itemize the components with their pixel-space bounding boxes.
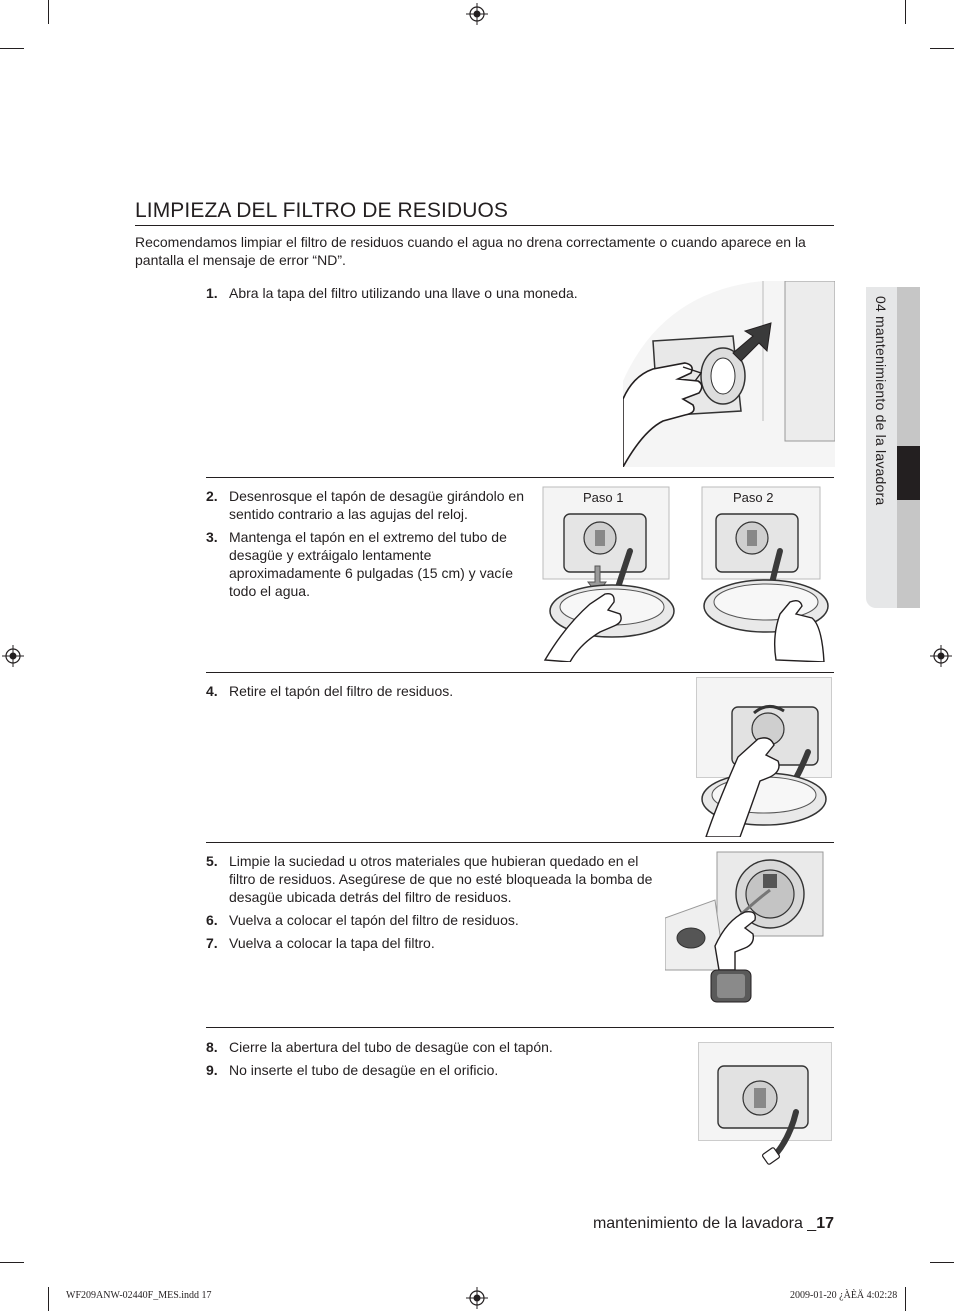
- registration-mark-icon: [466, 3, 488, 25]
- step-list: [206, 487, 528, 605]
- crop-mark: [905, 0, 906, 24]
- crop-mark: [0, 1262, 24, 1263]
- step-item: [206, 1038, 666, 1056]
- crop-mark: [930, 48, 954, 49]
- step-list: [206, 284, 606, 307]
- step-text: Cierre la abertura del tubo de desagüe con el tapón.: [229, 1039, 553, 1055]
- step-item: [206, 852, 666, 906]
- paso1-label: Paso 1: [583, 490, 624, 505]
- step-list: [206, 682, 676, 705]
- step-item: [206, 528, 528, 600]
- crop-mark: [930, 1262, 954, 1263]
- step-text: No inserte el tubo de desagüe en el orificio.: [229, 1062, 499, 1078]
- section-title: LIMPIEZA DEL FILTRO DE RESIDUOS: [135, 199, 509, 222]
- step-divider: [206, 842, 834, 843]
- remove-filter-cap-illustration: [696, 677, 832, 837]
- step-text: Vuelva a colocar el tapón del filtro de residuos.: [229, 912, 519, 928]
- step-text: Retire el tapón del filtro de residuos.: [229, 683, 454, 699]
- step-item: [206, 682, 676, 700]
- intro-paragraph: Recomendamos limpiar el filtro de residuos cuando el agua no drena correctamente o cuando aparece en la pantalla el mensaje de error “ND”.: [135, 234, 806, 268]
- step-number: 5.: [206, 853, 218, 869]
- step-divider: [206, 1027, 834, 1028]
- crop-mark: [48, 1287, 49, 1311]
- paso2-label: Paso 2: [733, 490, 774, 505]
- page-number: 17: [816, 1215, 834, 1232]
- step-text: Desenrosque el tapón de desagüe girándolo en sentido contrario a las agujas del reloj.: [229, 488, 525, 522]
- registration-mark-icon: [930, 645, 952, 667]
- print-slug-file: WF209ANW-02440F_MES.indd 17: [66, 1290, 212, 1301]
- step-divider: [206, 477, 834, 478]
- step-number: 7.: [206, 935, 218, 951]
- crop-mark: [0, 48, 24, 49]
- step-text: Vuelva a colocar la tapa del filtro.: [229, 935, 435, 951]
- step-number: 3.: [206, 529, 218, 545]
- step-divider: [206, 672, 834, 673]
- side-tab-label: 04 mantenimiento de la lavadora: [873, 296, 889, 506]
- step-item: [206, 1061, 666, 1079]
- title-divider: [135, 225, 834, 226]
- step-list: [206, 1038, 666, 1084]
- step-text: Mantenga el tapón en el extremo del tubo de desagüe y extráigalo lentamente aproximadamente 6 pulgadas (15 cm) y vacíe todo el agua.: [229, 529, 514, 599]
- step-item: [206, 487, 528, 523]
- drain-hose-steps-illustration: [540, 486, 832, 662]
- registration-mark-icon: [2, 645, 24, 667]
- step-item: [206, 934, 666, 952]
- registration-mark-icon: [466, 1287, 488, 1309]
- open-filter-cover-illustration: [623, 281, 835, 467]
- step-item: [206, 911, 666, 929]
- clean-filter-illustration: [665, 850, 833, 1005]
- step-item: [206, 284, 606, 302]
- step-number: 2.: [206, 488, 218, 504]
- print-slug-date: 2009-01-20 ¿ÀÈÄ 4:02:28: [790, 1290, 898, 1301]
- page-footer: [593, 1215, 834, 1233]
- step-list: [206, 852, 666, 957]
- step-number: 6.: [206, 912, 218, 928]
- step-number: 8.: [206, 1039, 218, 1055]
- step-number: 9.: [206, 1062, 218, 1078]
- close-drain-hose-illustration: [698, 1042, 832, 1170]
- crop-mark: [48, 0, 49, 24]
- step-text: Limpie la suciedad u otros materiales que hubieran quedado en el filtro de residuos. Asegúrese de que no esté bloqueada la bomba de desagüe ubicada detrás del filtro de residuos.: [229, 853, 653, 905]
- step-number: 4.: [206, 683, 218, 699]
- crop-mark: [905, 1287, 906, 1311]
- footer-label: mantenimiento de la lavadora _: [592, 1215, 817, 1232]
- step-number: 1.: [206, 285, 218, 301]
- step-text: Abra la tapa del filtro utilizando una llave o una moneda.: [229, 285, 578, 301]
